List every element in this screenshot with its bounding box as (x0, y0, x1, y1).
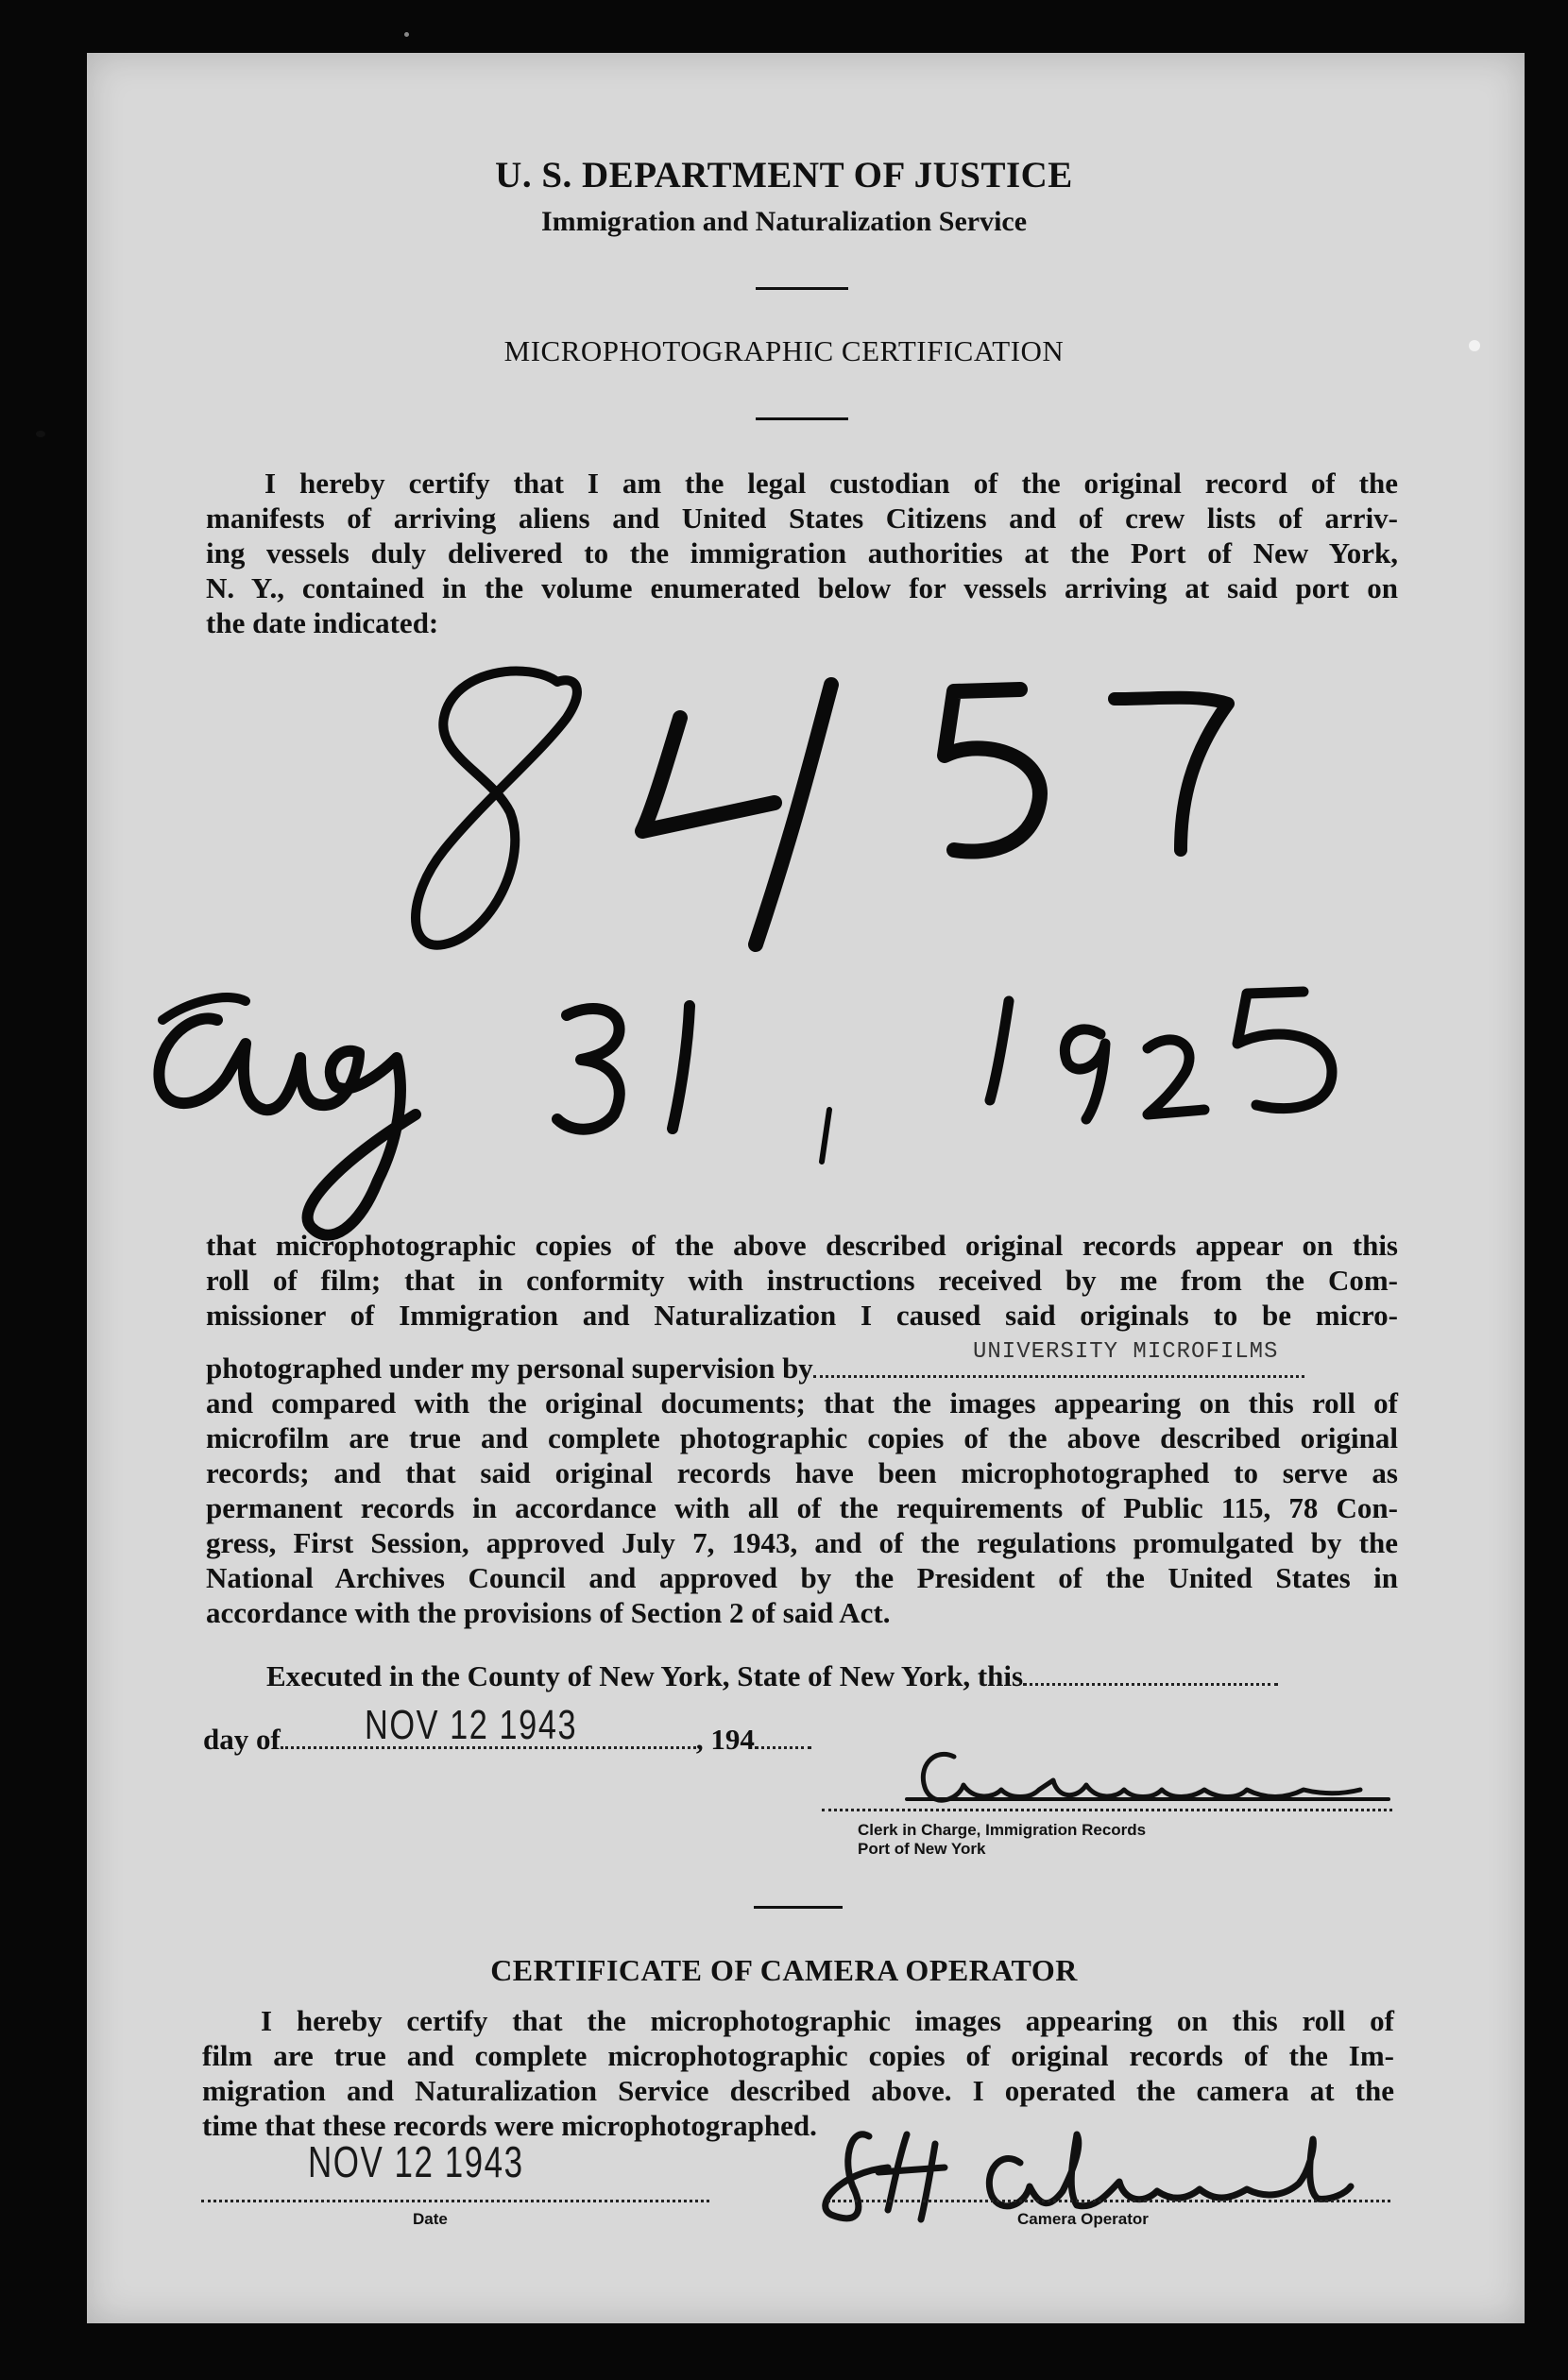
operator-line: migration and Naturalization Service described above. I operated the camera at the (202, 2074, 1394, 2107)
operator-line: time that these records were microphotographed. (202, 2109, 817, 2142)
camera-operator-label: Camera Operator (1017, 2210, 1149, 2228)
body-line: missioner of Immigration and Naturalization I caused said originals to be micro- (206, 1299, 1398, 1332)
certification-title: MICROPHOTOGRAPHIC CERTIFICATION (503, 334, 1065, 367)
operator-line: film are true and complete microphotographic copies of original records of the Im- (202, 2039, 1394, 2072)
body-line: records; and that said original records have been microphotographed to serve as (206, 1456, 1398, 1489)
operator-dotted-field (827, 2186, 1390, 2202)
intro-line: the date indicated: (206, 606, 439, 639)
body-line: roll of film; that in conformity with instructions received by me from the Com- (206, 1264, 1398, 1297)
department-heading: U. S. DEPARTMENT OF JUSTICE (495, 155, 1073, 196)
executed-text: Executed in the County of New York, State of New York, this (266, 1659, 1024, 1692)
intro-line: N. Y., contained in the volume enumerated below for vessels arriving at said port on (206, 571, 1398, 604)
clerk-title-line: Clerk in Charge, Immigration Records (858, 1821, 1147, 1839)
operator-signature-line (827, 2176, 1390, 2210)
operator-date-stamp: NOV 12 1943 (308, 2137, 524, 2186)
body-line: National Archives Council and approved by the President of the United States in (206, 1561, 1398, 1594)
intro-line: ing vessels duly delivered to the immigration authorities at the Port of New York, (206, 536, 1398, 570)
body-line: microfilm are true and complete photographic copies of the above described original (206, 1421, 1398, 1454)
body-line: and compared with the original documents; that the images appearing on this roll of (206, 1386, 1398, 1420)
execution-date-stamp: NOV 12 1943 (365, 1702, 578, 1748)
year-prefix: , 194 (695, 1723, 755, 1756)
body-line: that microphotographic copies of the above described original records appear on this (206, 1229, 1398, 1262)
body-line: gress, First Session, approved July 7, 1943, and of the regulations promulgated by the (206, 1526, 1398, 1559)
service-heading: Immigration and Naturalization Service (540, 206, 1028, 237)
body-line: permanent records in accordance with all of the requirements of Public 115, 78 Con- (206, 1491, 1398, 1524)
body-line: accordance with the provisions of Section 2 of said Act. (206, 1596, 891, 1629)
clerk-port-line: Port of New York (858, 1840, 986, 1858)
microfilm-company-typed: UNIVERSITY MICROFILMS (973, 1339, 1279, 1365)
camera-operator-title: CERTIFICATE OF CAMERA OPERATOR (490, 1953, 1078, 1987)
date-label: Date (413, 2210, 448, 2228)
intro-line: I hereby certify that I am the legal custodian of the original record of the (264, 467, 1398, 500)
day-of-label: day of (203, 1723, 281, 1756)
operator-line: I hereby certify that the microphotographic images appearing on this roll of (261, 2004, 1394, 2037)
supervision-text: photographed under my personal supervision by (206, 1352, 813, 1385)
intro-line: manifests of arriving aliens and United States Citizens and of crew lists of arriv- (206, 502, 1398, 535)
